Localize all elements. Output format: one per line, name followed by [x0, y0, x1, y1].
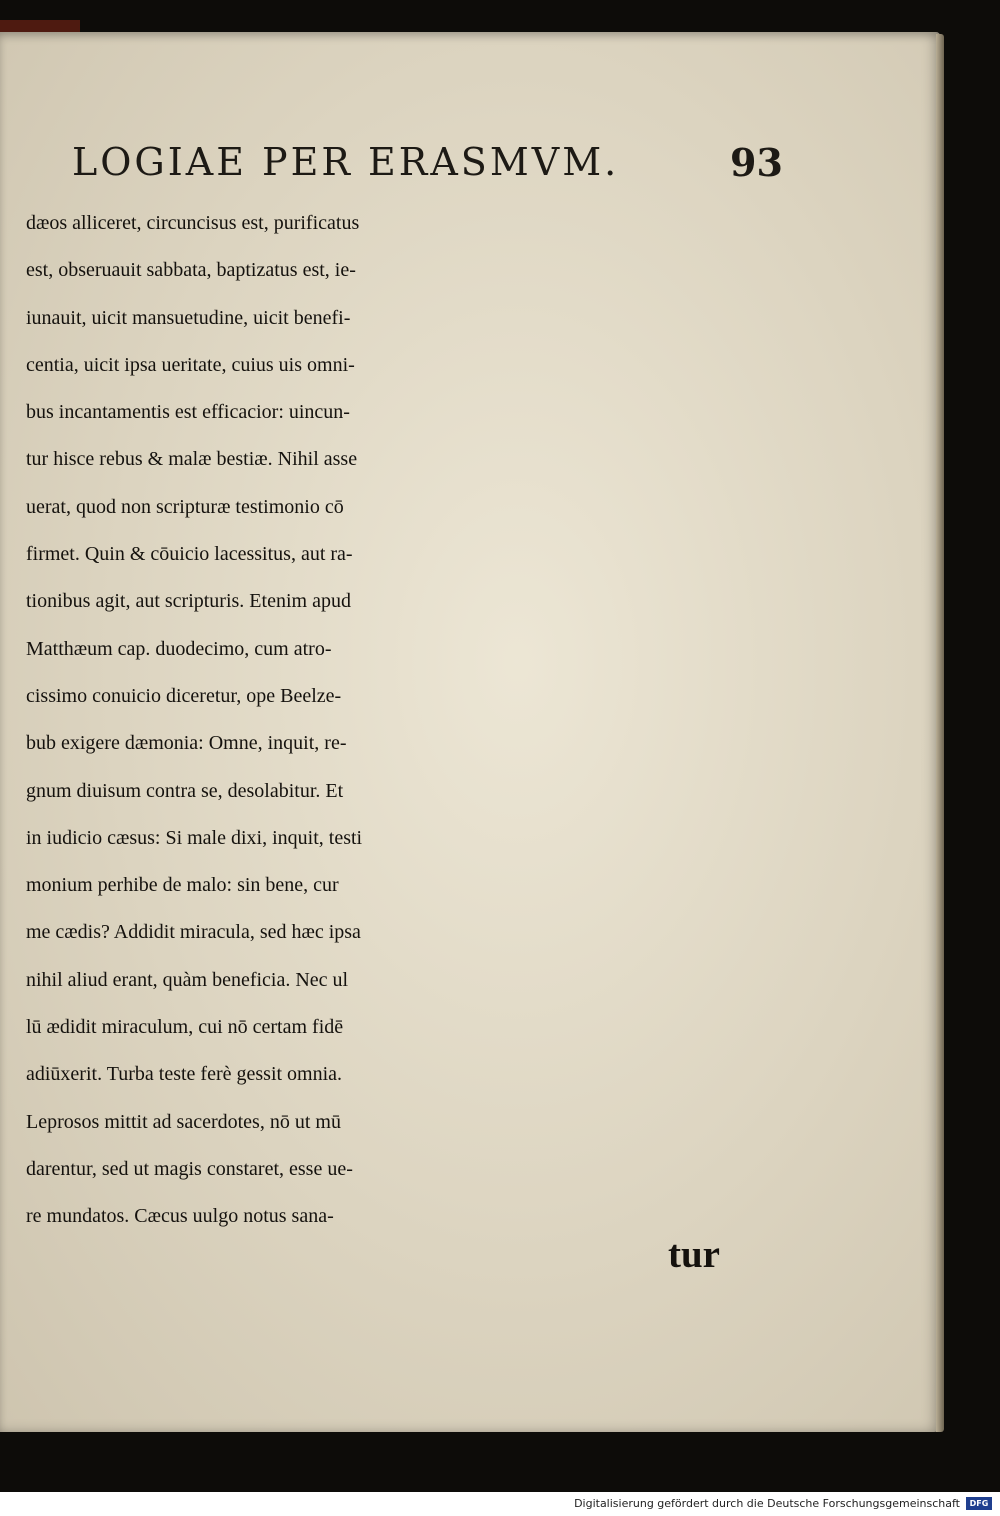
text-line: monium perhibe de malo: sin bene, cur	[26, 874, 339, 897]
text-line: re mundatos. Cæcus uulgo notus sana-	[26, 1205, 334, 1228]
text-line: tionibus agit, aut scripturis. Etenim apud	[26, 590, 351, 613]
text-line: gnum diuisum contra se, desolabitur. Et	[26, 779, 344, 802]
text-line: dæos alliceret, circuncisus est, purificatus	[26, 212, 360, 234]
footer-bar	[0, 1492, 1000, 1516]
text-line: adiūxerit. Turba teste ferè gessit omnia.	[26, 1063, 343, 1086]
text-line: centia, uicit ipsa ueritate, cuius uis omni-	[26, 353, 355, 376]
catchword: tur	[668, 1233, 720, 1276]
text-line: Leprosos mittit ad sacerdotes, nō ut mū	[26, 1110, 341, 1133]
text-line: iunauit, uicit mansuetudine, uicit benefi-	[26, 306, 351, 329]
text-line: me cædis? Addidit miracula, sed hæc ipsa	[26, 921, 361, 944]
page-number: 93	[730, 140, 783, 185]
page-edge	[936, 34, 944, 1432]
text-line: in iudicio cæsus: Si male dixi, inquit, testi	[26, 826, 363, 849]
dfg-logo: DFG	[966, 1497, 992, 1510]
text-line: bub exigere dæmonia: Omne, inquit, re-	[26, 732, 347, 755]
text-line: darentur, sed ut magis constaret, esse ue-	[26, 1157, 353, 1180]
running-head	[72, 140, 792, 190]
funding-credit: Digitalisierung gefördert durch die Deutsche Forschungsgemeinschaft	[574, 1497, 960, 1510]
running-head-title: LOGIAE PER ERASMVM.	[72, 140, 620, 184]
text-line: tur hisce rebus & malæ bestiæ. Nihil asse	[26, 448, 358, 471]
text-line: est, obseruauit sabbata, baptizatus est, ie-	[26, 259, 356, 282]
text-line: lū ædidit miraculum, cui nō certam fidē	[26, 1016, 344, 1039]
text-line: uerat, quod non scripturæ testimonio cō	[26, 495, 344, 518]
body-text	[26, 200, 736, 1241]
text-line: firmet. Quin & cōuicio lacessitus, aut ra-	[26, 543, 353, 566]
text-line: nihil aliud erant, quàm beneficia. Nec ul	[26, 968, 349, 991]
text-line: cissimo conuicio diceretur, ope Beelze-	[26, 684, 342, 707]
text-line: bus incantamentis est efficacior: uincun-	[26, 401, 350, 424]
text-line: Matthæum cap. duodecimo, cum atro-	[26, 637, 332, 660]
